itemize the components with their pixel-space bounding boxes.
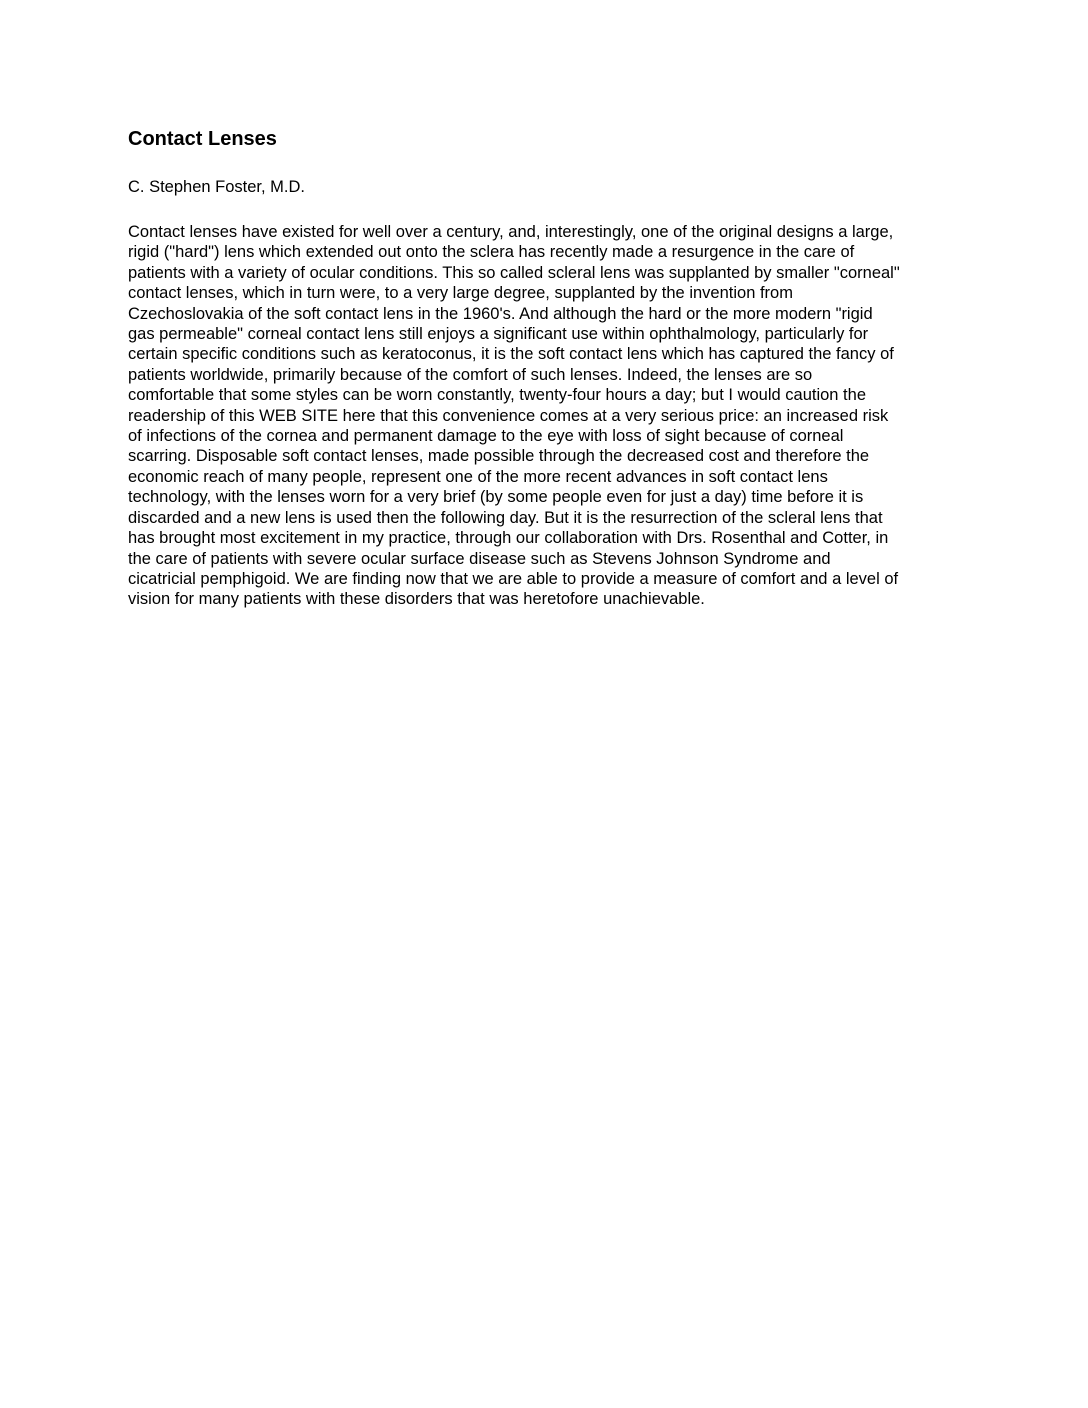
paragraph-line: gas permeable" corneal contact lens still enjoys a significant use within ophthalmology, particularly for	[128, 325, 869, 344]
paragraph-line: cicatricial pemphigoid. We are finding now that we are able to provide a measure of comfort and a level of	[128, 569, 899, 588]
paragraph-line: economic reach of many people, represent one of the more recent advances in soft contact lens	[128, 467, 828, 486]
paragraph-line: the care of patients with severe ocular surface disease such as Stevens Johnson Syndrome and	[128, 549, 831, 568]
paragraph-line: of infections of the cornea and permanent damage to the eye with loss of sight because of corneal	[128, 427, 844, 446]
paragraph-line: patients worldwide, primarily because of the comfort of such lenses. Indeed, the lenses are so	[128, 365, 813, 384]
paragraph-line: technology, with the lenses worn for a very brief (by some people even for just a day) time before it is	[128, 488, 864, 507]
paragraph-line: discarded and a new lens is used then the following day. But it is the resurrection of the scleral lens that	[128, 508, 883, 527]
author-byline: C. Stephen Foster, M.D.	[128, 178, 305, 196]
paragraph-line: scarring. Disposable soft contact lenses, made possible through the decreased cost and therefore the	[128, 447, 870, 466]
paragraph-line: vision for many patients with these disorders that was heretofore unachievable.	[128, 590, 705, 609]
paragraph-line: certain specific conditions such as keratoconus, it is the soft contact lens which has captured the fancy of	[128, 345, 894, 364]
paragraph-line: patients with a variety of ocular conditions. This so called scleral lens was supplanted by smaller "corneal"	[128, 263, 900, 282]
paragraph-line: readership of this WEB SITE here that this convenience comes at a very serious price: an increased risk	[128, 406, 889, 425]
paragraph-line: has brought most excitement in my practice, through our collaboration with Drs. Rosenthal and Cotter, in	[128, 529, 889, 548]
paragraph-line: Czechoslovakia of the soft contact lens in the 1960's. And although the hard or the more modern "rigid	[128, 304, 873, 323]
body-paragraph	[128, 222, 978, 610]
paragraph-line: contact lenses, which in turn were, to a very large degree, supplanted by the invention from	[128, 284, 793, 303]
paragraph-line: Contact lenses have existed for well over a century, and, interestingly, one of the original designs a large,	[128, 223, 894, 241]
document-title: Contact Lenses	[128, 128, 277, 150]
paragraph-line: rigid ("hard") lens which extended out onto the sclera has recently made a resurgence in the care of	[128, 243, 855, 262]
paragraph-line: comfortable that some styles can be worn constantly, twenty-four hours a day; but I would caution the	[128, 386, 866, 405]
